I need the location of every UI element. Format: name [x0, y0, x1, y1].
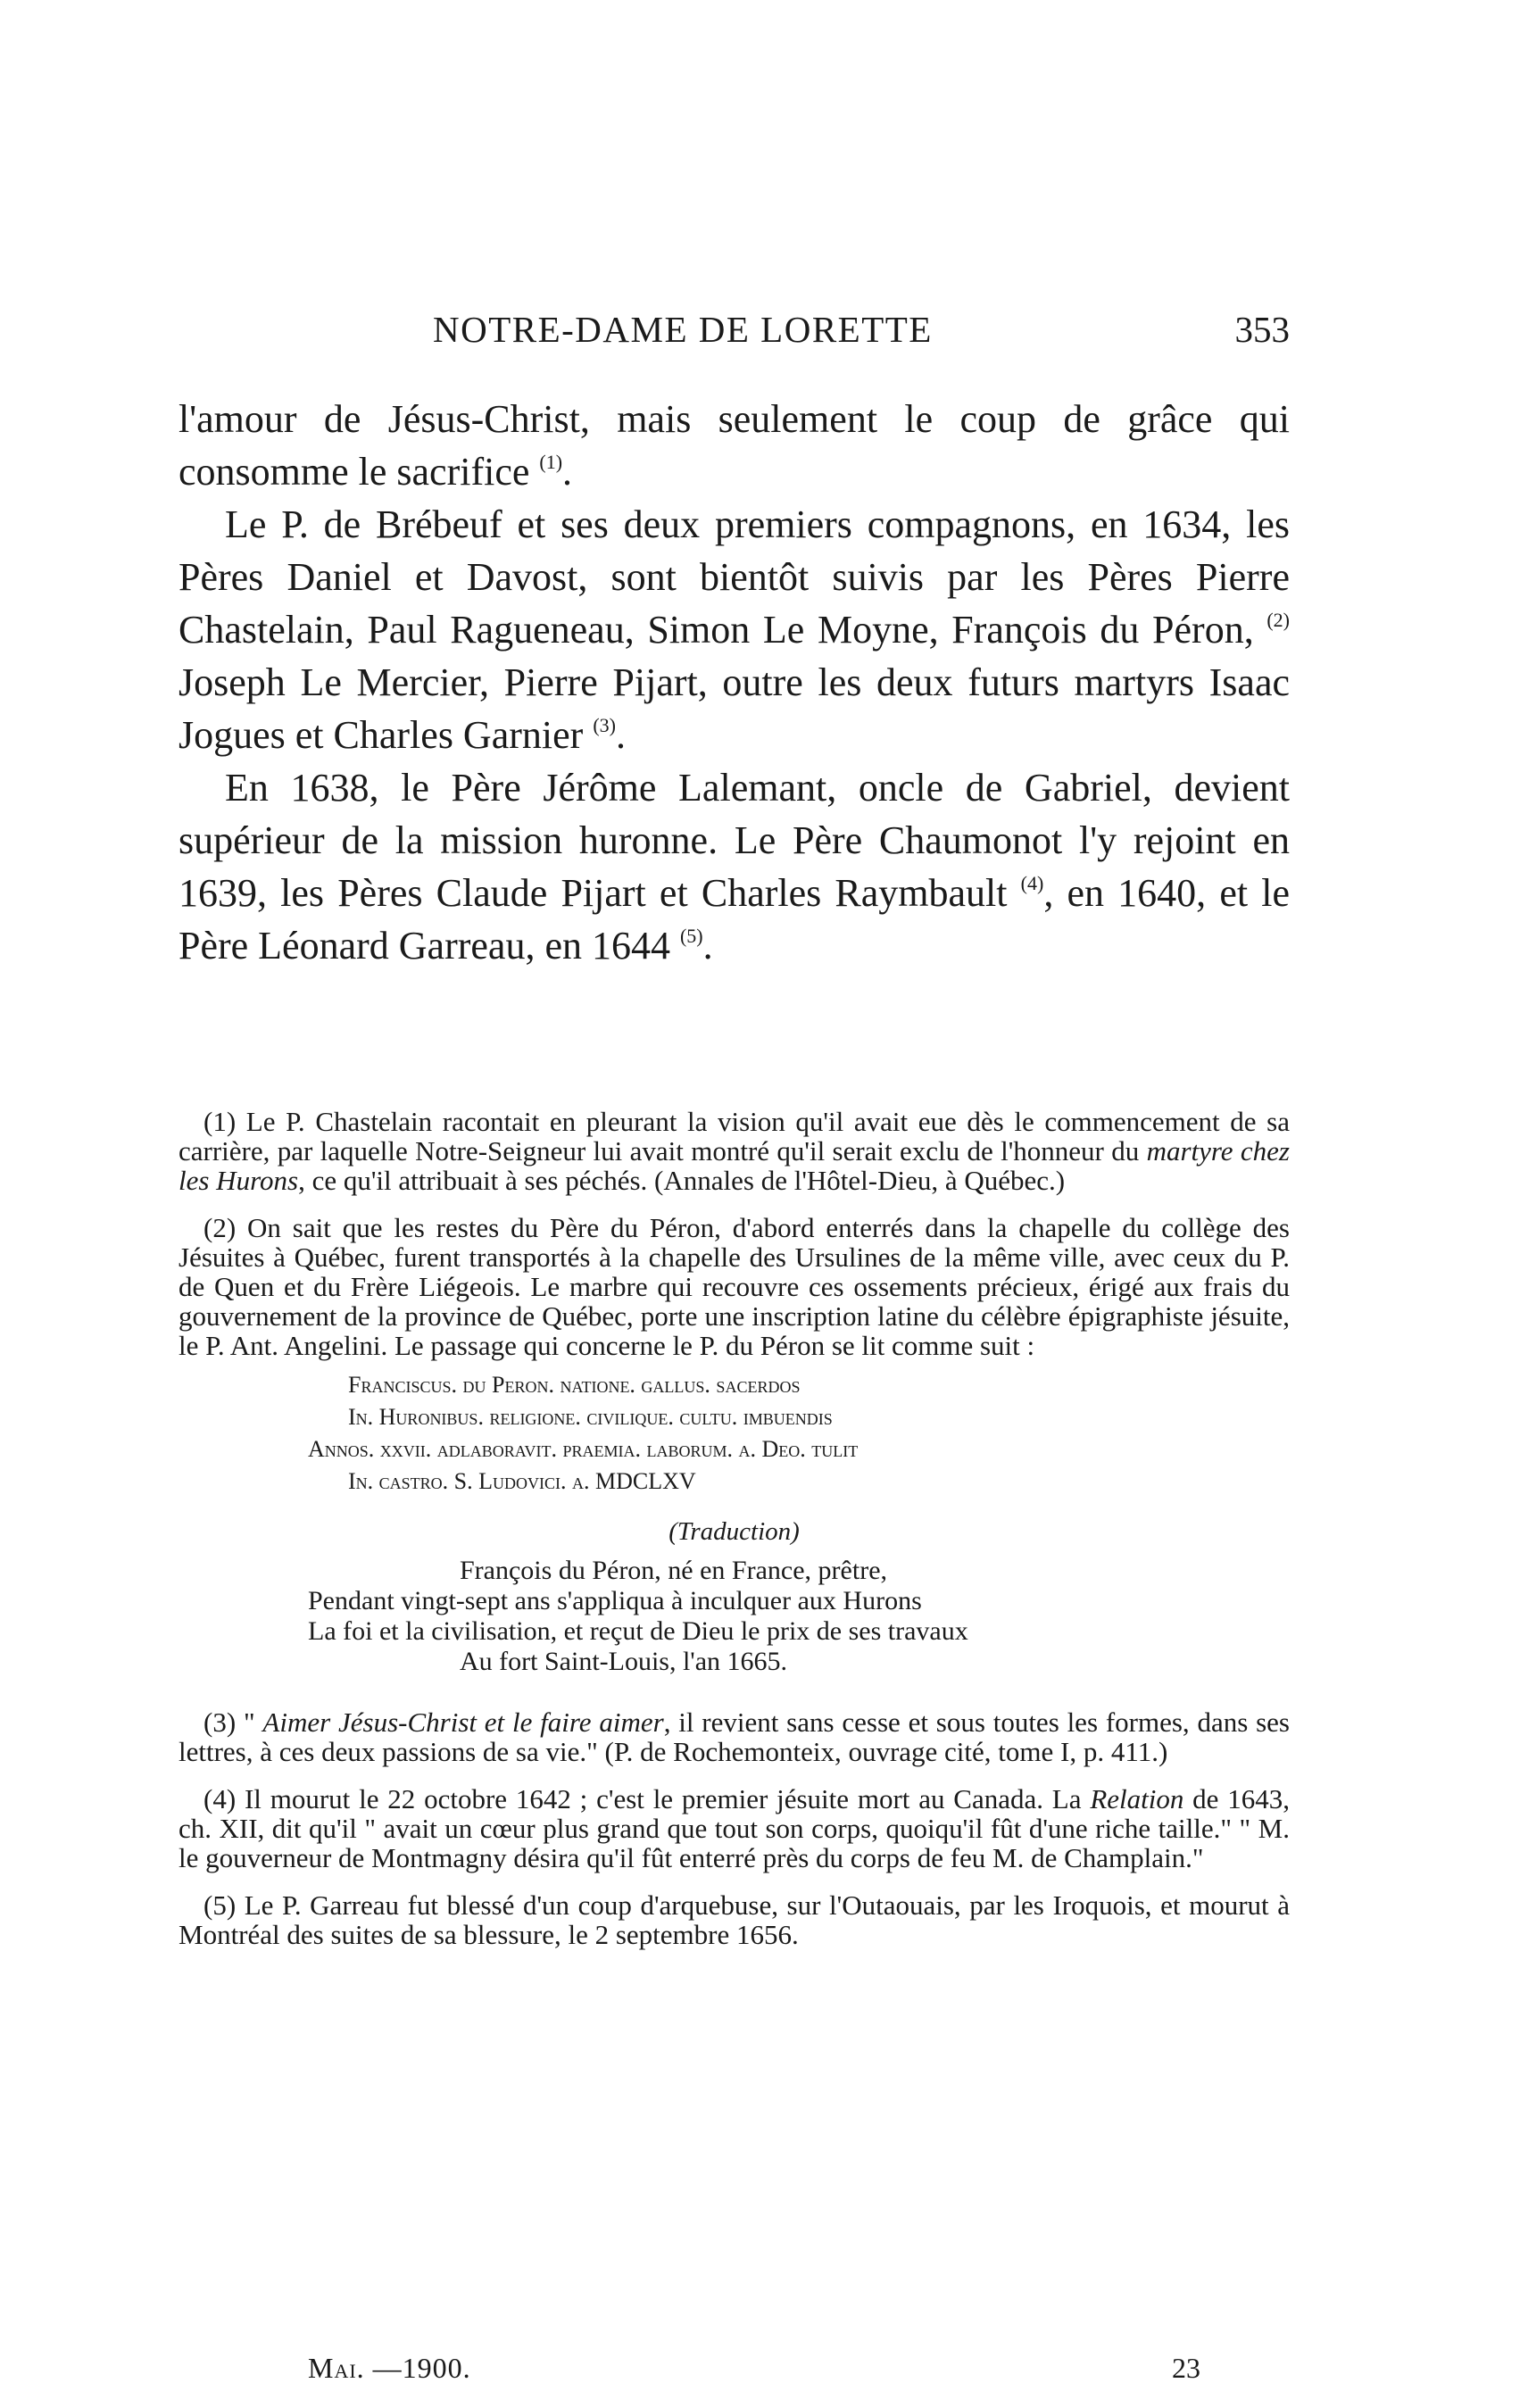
footnote-5-text: (5) Le P. Garreau fut blessé d'un coup d'arquebuse, sur l'Outaouais, par les Iroquois, et mourut à Montréal des suites de sa blessure, le 2 septembre 1656. — [179, 1889, 1290, 1950]
footnote-ref-5: (5) — [679, 925, 703, 947]
latin-inscription — [179, 1369, 1290, 1498]
paragraph-2-text-a: Le P. de Brébeuf et ses deux premiers compagnons, en 1634, les Pères Daniel et Davost, sont bientôt suivis par les Pères Pierre Chastelain, Paul Ragueneau, Simon Le Moyne, François du Péron, — [179, 502, 1290, 652]
signature-mark: 23 — [1172, 2352, 1200, 2384]
traduction-line: La foi et la civilisation, et reçut de Dieu le prix de ses travaux — [308, 1616, 968, 1646]
footnote-1 — [179, 1107, 1290, 1195]
paragraph-1 — [179, 393, 1290, 498]
traduction-line: François du Péron, né en France, prêtre, — [460, 1556, 888, 1585]
footnote-3-text-b: , il revient sans cesse et sous toutes les formes, dans ses lettres, à ces deux passions de sa vie." (P. de Rochemonteix, ouvrage cité, tome I, p. 411.) — [179, 1706, 1290, 1767]
paragraph-2 — [179, 498, 1290, 761]
page-number: 353 — [1234, 309, 1290, 350]
footnote-3 — [179, 1707, 1290, 1766]
running-head — [179, 308, 1290, 361]
footnote-5 — [179, 1890, 1290, 1949]
footnote-4-italic: Relation — [1090, 1783, 1184, 1814]
paragraph-1-text: l'amour de Jésus-Christ, mais seulement le coup de grâce qui consomme le sacrifice — [179, 397, 1290, 494]
paragraph-2-text-b: Joseph Le Mercier, Pierre Pijart, outre les deux futurs martyrs Isaac Jogues et Charles Garnier — [179, 660, 1290, 757]
footnote-4 — [179, 1784, 1290, 1872]
footnote-1-end: , ce qu'il attribuait à ses péchés. (Annales de l'Hôtel-Dieu, à Québec.) — [298, 1165, 1066, 1196]
footnotes — [179, 1107, 1290, 1967]
paragraph-3-text-b: , en 1640, et le Père Léonard Garreau, en 1644 — [179, 871, 1291, 967]
page-footer — [179, 2352, 1290, 2387]
footnote-1-text: (1) Le P. Chastelain racontait en pleurant la vision qu'il avait eue dès le commencement de sa carrière, par laquelle Notre-Seigneur lui avait montré qu'il serait exclu de l'honneur du — [179, 1106, 1290, 1167]
footnote-4-text-b: de 1643, ch. XII, dit qu'il " avait un cœur plus grand que tout son corps, quoiqu'il fût d'une riche taille." " M. le gouverneur de Montmagny désira qu'il fût enterré près du corps de feu M. de Champlain." — [179, 1783, 1291, 1873]
paragraph-2-end: . — [615, 713, 626, 757]
footnote-1-italic: martyre chez les Hurons — [179, 1135, 1290, 1196]
footnote-2-text: (2) On sait que les restes du Père du Péron, d'abord enterrés dans la chapelle du collège des Jésuites à Québec, furent transportés à la chapelle des Ursulines de la même ville, avec ceux du P. de Quen et du Frère Liégeois. Le marbre qui recouvre ces ossements précieux, érigé aux frais du gouvernement de la province de Québec, porte une inscription latine du célèbre épigraphiste jésuite, le P. Ant. Angelini. Le passage qui concerne le P. du Péron se lit comme suit : — [179, 1212, 1290, 1361]
footnote-3-text-a: (3) " — [203, 1706, 263, 1738]
traduction-line: Pendant vingt-sept ans s'appliqua à inculquer aux Hurons — [308, 1586, 922, 1615]
traduction-label: (Traduction) — [668, 1517, 800, 1546]
traduction — [179, 1556, 1290, 1677]
footnote-ref-2: (2) — [1266, 609, 1290, 631]
paragraph-3-end: . — [702, 924, 713, 967]
footnote-2 — [179, 1213, 1290, 1677]
paragraph-1-end: . — [562, 450, 573, 494]
footnote-ref-1: (1) — [539, 451, 563, 473]
inscription-line: In. castro. S. Ludovici. a. MDCLXV — [348, 1468, 696, 1494]
inscription-line: In. Huronibus. religione. civilique. cultu. imbuendis — [348, 1404, 833, 1430]
running-title: NOTRE-DAME DE LORETTE — [433, 309, 933, 350]
inscription-line: Annos. xxvii. adlaboravit. praemia. laborum. a. Deo. tulit — [308, 1436, 859, 1462]
footnote-4-text-a: (4) Il mourut le 22 octobre 1642 ; c'est le premier jésuite mort au Canada. La — [203, 1783, 1091, 1814]
issue-date: Mai. —1900. — [308, 2352, 471, 2384]
footnote-ref-4: (4) — [1020, 872, 1044, 894]
main-text — [179, 393, 1290, 972]
traduction-line: Au fort Saint-Louis, l'an 1665. — [460, 1647, 788, 1676]
footnote-ref-3: (3) — [593, 714, 616, 736]
paragraph-3-text-a: En 1638, le Père Jérôme Lalemant, oncle de Gabriel, devient supérieur de la mission huronne. Le Père Chaumonot l'y rejoint en 1639, les Pères Claude Pijart et Charles Raymbault — [179, 766, 1290, 915]
footnote-3-italic: Aimer Jésus-Christ et le faire aimer — [262, 1706, 664, 1738]
paragraph-3 — [179, 761, 1290, 972]
inscription-line: Franciscus. du Peron. natione. gallus. sacerdos — [348, 1372, 801, 1398]
